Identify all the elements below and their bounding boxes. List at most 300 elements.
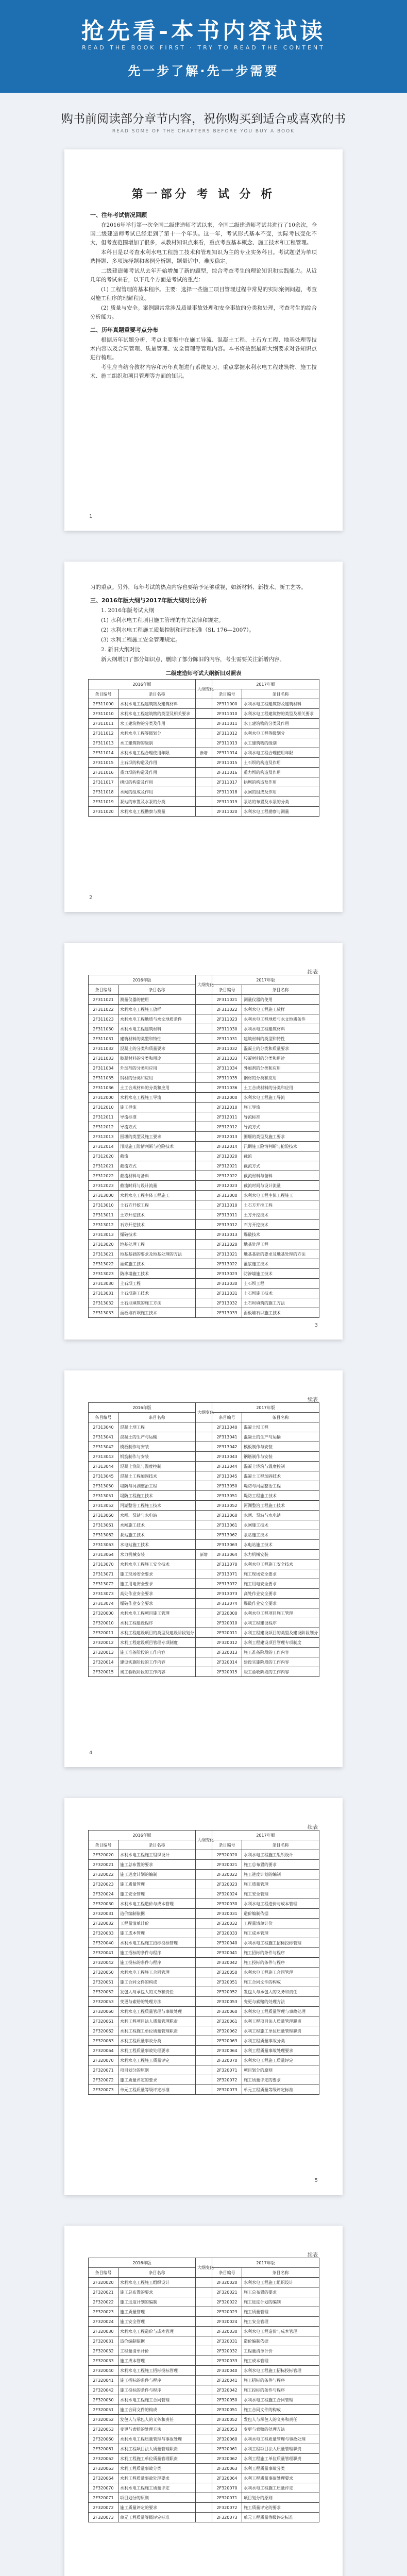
new-code-cell: 2F320071 [212, 2065, 242, 2075]
old-name-cell: 土工合成材料的分类和应用 [118, 1083, 196, 1093]
change-cell [196, 1083, 212, 1093]
old-name-cell: 水利水电工程质量管理与事故处理 [118, 2434, 196, 2444]
old-code-cell: 2F311031 [89, 1034, 118, 1044]
change-cell [196, 1899, 212, 1909]
old-name-cell: 水利水电工程造价与成本管理 [118, 1899, 196, 1909]
new-name-cell: 施工质量评定的要求 [242, 2075, 319, 2085]
change-cell [196, 1112, 212, 1122]
old-name-cell: 水利工程质量事故分类 [118, 2464, 196, 2473]
old-code-cell: 2F320072 [89, 2503, 118, 2513]
book-page-4 [64, 1370, 343, 1767]
new-code-cell: 2F320050 [212, 1968, 242, 1977]
old-name-cell: 变更与索赔的处理方法 [118, 2425, 196, 2434]
old-name-cell: 石方开挖技术 [118, 1220, 196, 1230]
change-cell [196, 777, 212, 787]
new-name-cell: 施工合同文件的构成 [242, 1977, 319, 1987]
new-name-cell: 水利工程建设程序 [242, 1618, 319, 1628]
new-code-cell: 2F311016 [212, 768, 242, 777]
change-cell [196, 1044, 212, 1054]
old-code-cell: 2F313071 [89, 1569, 118, 1579]
new-code-cell: 2F320024 [212, 1889, 242, 1899]
new-code-cell: 2F313031 [212, 1289, 242, 1298]
new-code-cell: 2F320052 [212, 2415, 242, 2425]
old-name-cell: 水利水电工程建筑物及建筑材料 [118, 699, 196, 709]
old-code-cell: 2F313074 [89, 1599, 118, 1608]
change-cell [196, 1005, 212, 1014]
new-name-cell: 爆破技术 [242, 1230, 319, 1240]
old-name-cell: 施工质量评定的要求 [118, 2075, 196, 2085]
table-row [89, 1618, 319, 1628]
change-cell [196, 1462, 212, 1471]
change-cell [196, 807, 212, 817]
change-cell [196, 2056, 212, 2065]
page-number: 1 [89, 514, 93, 519]
change-cell [196, 2046, 212, 2056]
table-row [89, 2493, 319, 2503]
new-name-cell: 造价编制依据 [242, 2336, 319, 2346]
old-name-cell: 混凝土坝工程 [118, 1422, 196, 1432]
old-name-cell: 水利水电工程施工招标投标管理 [118, 1938, 196, 1948]
old-code-cell: 2F320023 [89, 2307, 118, 2317]
change-cell [196, 1442, 212, 1452]
new-code-cell: 2F320062 [212, 2026, 242, 2036]
change-cell [196, 1938, 212, 1948]
table-row [89, 1628, 319, 1638]
table-row [89, 1579, 319, 1589]
old-code-cell: 2F320050 [89, 2395, 118, 2405]
change-cell [196, 1034, 212, 1044]
header-name: 条目名称 [242, 2268, 319, 2278]
header-old: 2016年版 [89, 1831, 196, 1840]
change-cell [196, 1958, 212, 1968]
table-row [89, 1958, 319, 1968]
new-name-cell: 围堰的类型及施工要求 [242, 1132, 319, 1142]
new-code-cell: 2F320022 [212, 1870, 242, 1879]
change-cell [196, 1093, 212, 1103]
new-code-cell: 2F320063 [212, 2464, 242, 2473]
old-name-cell: 水利工程项目法人质量管理职责 [118, 2444, 196, 2454]
new-name-cell: 水利水电工程建筑物的类型及相关要求 [242, 709, 319, 719]
new-name-cell: 变更与索赔的处理方法 [242, 1997, 319, 2007]
chapter-title: 第一部分 考 试 分 析 [131, 188, 276, 201]
old-name-cell: 施工总布置的要求 [118, 1860, 196, 1870]
change-cell [196, 1142, 212, 1151]
header-change: 大纲变化 [196, 975, 212, 995]
new-name-cell: 水力机械安装 [242, 1550, 319, 1560]
header-name: 条目名称 [242, 1413, 319, 1422]
new-name-cell: 变更与索赔的处理方法 [242, 2425, 319, 2434]
old-name-cell: 建设实施阶段的工作内容 [118, 1657, 196, 1667]
new-name-cell: 水利水电工程施工质量评定 [242, 2483, 319, 2493]
new-code-cell: 2F313013 [212, 1230, 242, 1240]
change-cell [196, 2026, 212, 2036]
paragraph: 考生应当结合教材内容和历年真题进行系统复习，重点掌握水利水电工程建筑物、施工技术、施工组织和项目管理等方面的知识。 [90, 364, 317, 379]
old-code-cell: 2F320021 [89, 1860, 118, 1870]
change-cell [196, 2405, 212, 2415]
new-name-cell: 泵站施工技术 [242, 1530, 319, 1540]
old-name-cell: 爆破技术 [118, 1230, 196, 1240]
banner-title: 抢先看-本书内容试读 [81, 18, 326, 44]
old-code-cell: 2F312010 [89, 1103, 118, 1112]
new-name-cell: 工程量清单计价 [242, 1919, 319, 1928]
old-name-cell: 截流方式 [118, 1161, 196, 1171]
new-name-cell: 施工总布置的要求 [242, 2287, 319, 2297]
change-cell [196, 1452, 212, 1462]
table-row [89, 2356, 319, 2366]
new-code-cell: 2F320040 [212, 1938, 242, 1948]
page-number: 3 [314, 1323, 318, 1328]
table-row [89, 1063, 319, 1073]
old-name-cell: 水利工程建设项目管理专项制度 [118, 1638, 196, 1648]
new-code-cell: 2F313045 [212, 1471, 242, 1481]
old-name-cell: 水力机械安装 [118, 1550, 196, 1560]
header-change: 大纲变化 [196, 1403, 212, 1422]
page-number: 2 [89, 895, 93, 901]
old-name-cell: 项目划分的原则 [118, 2493, 196, 2503]
old-name-cell: 土石方开挖工程 [118, 1200, 196, 1210]
new-code-cell: 2F313060 [212, 1511, 242, 1520]
old-code-cell: 2F313051 [89, 1491, 118, 1501]
table-row [89, 2307, 319, 2317]
old-code-cell: 2F320073 [89, 2085, 118, 2095]
table-row [89, 1034, 319, 1044]
header-code: 条目编号 [212, 2268, 242, 2278]
old-code-cell: 2F313033 [89, 1308, 118, 1318]
old-name-cell: 截流时间与设计流量 [118, 1181, 196, 1191]
new-code-cell: 2F313010 [212, 1200, 242, 1210]
old-code-cell: 2F313010 [89, 1200, 118, 1210]
table-row [89, 1540, 319, 1550]
old-name-cell: 施工质量管理 [118, 2307, 196, 2317]
new-code-cell: 2F313000 [212, 1191, 242, 1200]
book-page-5 [64, 1798, 343, 2195]
header-name: 条目名称 [118, 2268, 196, 2278]
change-cell [196, 1422, 212, 1432]
change-cell [196, 1171, 212, 1181]
table-row [89, 2036, 319, 2046]
old-code-cell: 2F320020 [89, 1850, 118, 1860]
new-code-cell: 2F311020 [212, 807, 242, 817]
new-code-cell: 2F311021 [212, 995, 242, 1005]
old-code-cell: 2F320041 [89, 1948, 118, 1958]
old-name-cell: 混凝土的分类和质量要求 [118, 1044, 196, 1054]
header-code: 条目编号 [212, 985, 242, 995]
new-name-cell: 水利水电工程勘察与测量 [242, 807, 319, 817]
new-name-cell: 水利工程质量事故分类 [242, 2464, 319, 2473]
new-name-cell: 施工合同文件的构成 [242, 2405, 319, 2415]
change-cell [196, 1968, 212, 1977]
table-row [89, 1161, 319, 1171]
change-cell [196, 1054, 212, 1063]
old-name-cell: 水闸施工技术 [118, 1520, 196, 1530]
page-number: 5 [314, 2178, 318, 2183]
old-name-cell: 胶凝材料的分类和用途 [118, 1054, 196, 1063]
new-code-cell: 2F312013 [212, 1132, 242, 1142]
table-row [89, 787, 319, 797]
table-row [89, 807, 319, 817]
new-name-cell: 水利水电工程施工放样 [242, 1005, 319, 1014]
old-code-cell: 2F313012 [89, 1220, 118, 1230]
old-code-cell: 2F320060 [89, 2434, 118, 2444]
change-cell [196, 2503, 212, 2513]
new-code-cell: 2F313070 [212, 1560, 242, 1569]
table-row [89, 2287, 319, 2297]
change-cell [196, 2317, 212, 2327]
new-code-cell: 2F312022 [212, 1171, 242, 1181]
change-cell [196, 1889, 212, 1899]
old-name-cell: 水利工程施工单位质量管理职责 [118, 2026, 196, 2036]
new-name-cell: 水工建筑物的分类及作用 [242, 719, 319, 728]
change-cell [196, 1987, 212, 1997]
old-name-cell: 施工准备阶段的工作内容 [118, 1648, 196, 1657]
new-name-cell: 水利水电工程施工组织设计 [242, 1850, 319, 1860]
old-name-cell: 水利水电工程主体工程施工 [118, 1191, 196, 1200]
old-name-cell: 防渗墙施工技术 [118, 1269, 196, 1279]
old-name-cell: 土石坝填筑的施工方法 [118, 1298, 196, 1308]
new-name-cell: 建筑材料的类型和特性 [242, 1034, 319, 1044]
old-code-cell: 2F311018 [89, 787, 118, 797]
old-name-cell: 水利工程建设项目的类型及建设阶段划分 [118, 1628, 196, 1638]
table-row [89, 1909, 319, 1919]
table-row [89, 2346, 319, 2356]
old-name-cell: 堤防工程施工技术 [118, 1491, 196, 1501]
new-code-cell: 2F320064 [212, 2046, 242, 2056]
old-name-cell: 水利工程质量事故分类 [118, 2036, 196, 2046]
change-cell [196, 1491, 212, 1501]
new-name-cell: 水闸施工技术 [242, 1520, 319, 1530]
change-cell [196, 1530, 212, 1540]
new-name-cell: 地基基础的要求及地基处理的方法 [242, 1249, 319, 1259]
old-name-cell: 水利水电工程造价与成本管理 [118, 2327, 196, 2336]
old-name-cell: 水利水电工程地质与水文地质条件 [118, 1014, 196, 1024]
table-row [89, 1569, 319, 1579]
old-name-cell: 建筑材料的类型和特性 [118, 1034, 196, 1044]
change-cell [196, 1151, 212, 1161]
change-cell [196, 2415, 212, 2425]
table-row [89, 1073, 319, 1083]
header-change: 大纲变化 [196, 1831, 212, 1850]
new-code-cell: 2F313051 [212, 1491, 242, 1501]
header-old: 2016年版 [89, 1403, 196, 1413]
change-cell [196, 709, 212, 719]
old-code-cell: 2F311016 [89, 768, 118, 777]
new-code-cell: 2F320050 [212, 2395, 242, 2405]
old-code-cell: 2F311021 [89, 995, 118, 1005]
change-cell [196, 2307, 212, 2317]
table-row [89, 1462, 319, 1471]
change-cell [196, 1560, 212, 1569]
old-name-cell: 水利水电工程等级划分 [118, 728, 196, 738]
change-cell [196, 768, 212, 777]
outline-table [88, 2258, 319, 2522]
table-row [89, 1093, 319, 1103]
old-code-cell: 2F311032 [89, 1044, 118, 1054]
old-code-cell: 2F320053 [89, 1997, 118, 2007]
old-name-cell: 施工招标的条件与程序 [118, 2376, 196, 2385]
new-code-cell: 2F313033 [212, 1308, 242, 1318]
table-row [89, 1638, 319, 1648]
change-cell [196, 1432, 212, 1442]
paragraph: 在2016年举行第一次全国二级建造师考试以来，全国二级建造师考试共进行了10余次，全国二级建造师考试已经走到了第十一个年头。这一年，考试形式基本不变，实际考试变化不大，但考查范围增加了很多，从教材知识点来看，重点考查基本概念、施工技术和工程管理。 [90, 222, 317, 246]
new-code-cell: 2F320032 [212, 2346, 242, 2356]
new-code-cell: 2F320030 [212, 2327, 242, 2336]
table-row [89, 1240, 319, 1249]
old-name-cell: 水利水电工程施工合同管理 [118, 2395, 196, 2405]
change-cell [196, 1569, 212, 1579]
old-name-cell: 工程量清单计价 [118, 2346, 196, 2356]
new-code-cell: 2F320061 [212, 2016, 242, 2026]
old-code-cell: 2F313032 [89, 1298, 118, 1308]
list-item: 新大纲增加了部分知识点，删除了部分陈旧的内容，考生需要关注新增内容。 [101, 656, 285, 663]
old-code-cell: 2F320015 [89, 1667, 118, 1677]
new-name-cell: 钢材的分类和应用 [242, 1073, 319, 1083]
change-cell [196, 1103, 212, 1112]
change-cell [196, 1073, 212, 1083]
new-code-cell: 2F311022 [212, 1005, 242, 1014]
section-heading: 二、历年真题重要考点分布 [90, 327, 158, 333]
new-name-cell: 水利水电工程主体工程施工 [242, 1191, 319, 1200]
new-code-cell: 2F313044 [212, 1462, 242, 1471]
table-row [89, 2278, 319, 2287]
new-name-cell: 水利水电工程施工质量评定 [242, 2056, 319, 2065]
new-name-cell: 混凝土坝工程 [242, 1422, 319, 1432]
new-code-cell: 2F320031 [212, 1909, 242, 1919]
table-row [89, 2415, 319, 2425]
new-name-cell: 水利水电工程质量管理与事故处理 [242, 2007, 319, 2016]
table-row [89, 2464, 319, 2473]
change-cell [196, 1132, 212, 1142]
change-cell [196, 1657, 212, 1667]
old-name-cell: 施工投标的条件与程序 [118, 1958, 196, 1968]
new-name-cell: 导流标准 [242, 1112, 319, 1122]
new-name-cell: 模板制作与安装 [242, 1442, 319, 1452]
old-code-cell: 2F313013 [89, 1230, 118, 1240]
banner-slogan: 先一步了解·先一步需要 [128, 64, 279, 78]
change-cell [196, 1191, 212, 1200]
old-code-cell: 2F320040 [89, 1938, 118, 1948]
outline-table [88, 679, 319, 817]
new-code-cell: 2F311023 [212, 1014, 242, 1024]
change-cell [196, 1667, 212, 1677]
table-row [89, 2385, 319, 2395]
new-name-cell: 导流方式 [242, 1122, 319, 1132]
new-code-cell: 2F313022 [212, 1259, 242, 1269]
old-name-cell: 爆破作业安全要求 [118, 1599, 196, 1608]
header-code: 条目编号 [89, 1840, 118, 1850]
new-code-cell: 2F311017 [212, 777, 242, 787]
old-name-cell: 造价编制依据 [118, 2336, 196, 2346]
new-name-cell: 土石坝施工技术 [242, 1289, 319, 1298]
old-code-cell: 2F320050 [89, 1968, 118, 1977]
old-code-cell: 2F320013 [89, 1648, 118, 1657]
change-cell [196, 2434, 212, 2444]
table-row [89, 1850, 319, 1860]
new-name-cell: 防渗墙施工技术 [242, 1269, 319, 1279]
table-row [89, 1112, 319, 1122]
old-name-cell: 施工总布置的要求 [118, 2287, 196, 2297]
table-row [89, 719, 319, 728]
table-row [89, 1220, 319, 1230]
new-name-cell: 施工招标的条件与程序 [242, 2376, 319, 2385]
new-name-cell: 水利工程施工单位质量管理职责 [242, 2026, 319, 2036]
new-code-cell: 2F313062 [212, 1530, 242, 1540]
old-name-cell: 水利工程建设程序 [118, 1618, 196, 1628]
old-code-cell: 2F313041 [89, 1432, 118, 1442]
new-name-cell: 截流方式 [242, 1161, 319, 1171]
change-cell [196, 758, 212, 768]
intro-subtext: READ SOME OF THE CHAPTERS BEFORE YOU BUY A BOOK [112, 129, 295, 134]
table-row [89, 1899, 319, 1909]
old-name-cell: 水闸的组成及作用 [118, 787, 196, 797]
new-code-cell: 2F313061 [212, 1520, 242, 1530]
change-cell [196, 2278, 212, 2287]
table-row [89, 1608, 319, 1618]
new-code-cell: 2F320030 [212, 1899, 242, 1909]
list-item: 1. 2016年版考试大纲 [101, 607, 155, 614]
old-name-cell: 施工质量评定的要求 [118, 2503, 196, 2513]
table-row [89, 1452, 319, 1462]
old-code-cell: 2F313073 [89, 1589, 118, 1599]
old-code-cell: 2F320070 [89, 2483, 118, 2493]
old-name-cell: 土石坝工程 [118, 1279, 196, 1289]
header-banner [0, 0, 407, 93]
new-code-cell: 2F313043 [212, 1452, 242, 1462]
new-code-cell: 2F320052 [212, 1987, 242, 1997]
old-code-cell: 2F320000 [89, 1608, 118, 1618]
table-row [89, 1928, 319, 1938]
old-code-cell: 2F320020 [89, 2278, 118, 2287]
table-row [89, 1054, 319, 1063]
old-code-cell: 2F313070 [89, 1560, 118, 1569]
new-name-cell: 水利水电工程施工安全技术 [242, 1560, 319, 1569]
old-code-cell: 2F320064 [89, 2046, 118, 2056]
table-row [89, 2056, 319, 2065]
change-cell [196, 1977, 212, 1987]
table-row [89, 1298, 319, 1308]
old-name-cell: 水利水电工程施工安全技术 [118, 1560, 196, 1569]
new-code-cell: 2F320073 [212, 2513, 242, 2522]
table-row [89, 1200, 319, 1210]
old-name-cell: 导流方式 [118, 1122, 196, 1132]
change-cell [196, 1298, 212, 1308]
change-cell [196, 2425, 212, 2434]
new-code-cell: 2F320021 [212, 2287, 242, 2297]
new-code-cell: 2F313042 [212, 1442, 242, 1452]
new-name-cell: 土方开挖技术 [242, 1210, 319, 1220]
old-code-cell: 2F311033 [89, 1054, 118, 1063]
change-cell [196, 719, 212, 728]
new-code-cell: 2F320022 [212, 2297, 242, 2307]
new-code-cell: 2F313023 [212, 1269, 242, 1279]
old-name-cell: 测量仪器的使用 [118, 995, 196, 1005]
old-name-cell: 竣工验收阶段的工作内容 [118, 1667, 196, 1677]
change-cell [196, 2493, 212, 2503]
section-heading: 三、2016年版大纲与2017年版大纲对比分析 [90, 597, 207, 604]
new-code-cell: 2F312010 [212, 1103, 242, 1112]
new-name-cell: 施工质量管理 [242, 1879, 319, 1889]
table-row [89, 1181, 319, 1191]
header-code: 条目编号 [212, 1413, 242, 1422]
old-name-cell: 施工现场安全要求 [118, 1569, 196, 1579]
old-name-cell: 施工质量管理 [118, 1879, 196, 1889]
new-name-cell: 测量仪器的使用 [242, 995, 319, 1005]
old-code-cell: 2F313000 [89, 1191, 118, 1200]
old-code-cell: 2F312021 [89, 1161, 118, 1171]
new-name-cell: 土石坝填筑的施工方法 [242, 1298, 319, 1308]
change-cell [196, 1919, 212, 1928]
table-row [89, 1422, 319, 1432]
table-row [89, 709, 319, 719]
